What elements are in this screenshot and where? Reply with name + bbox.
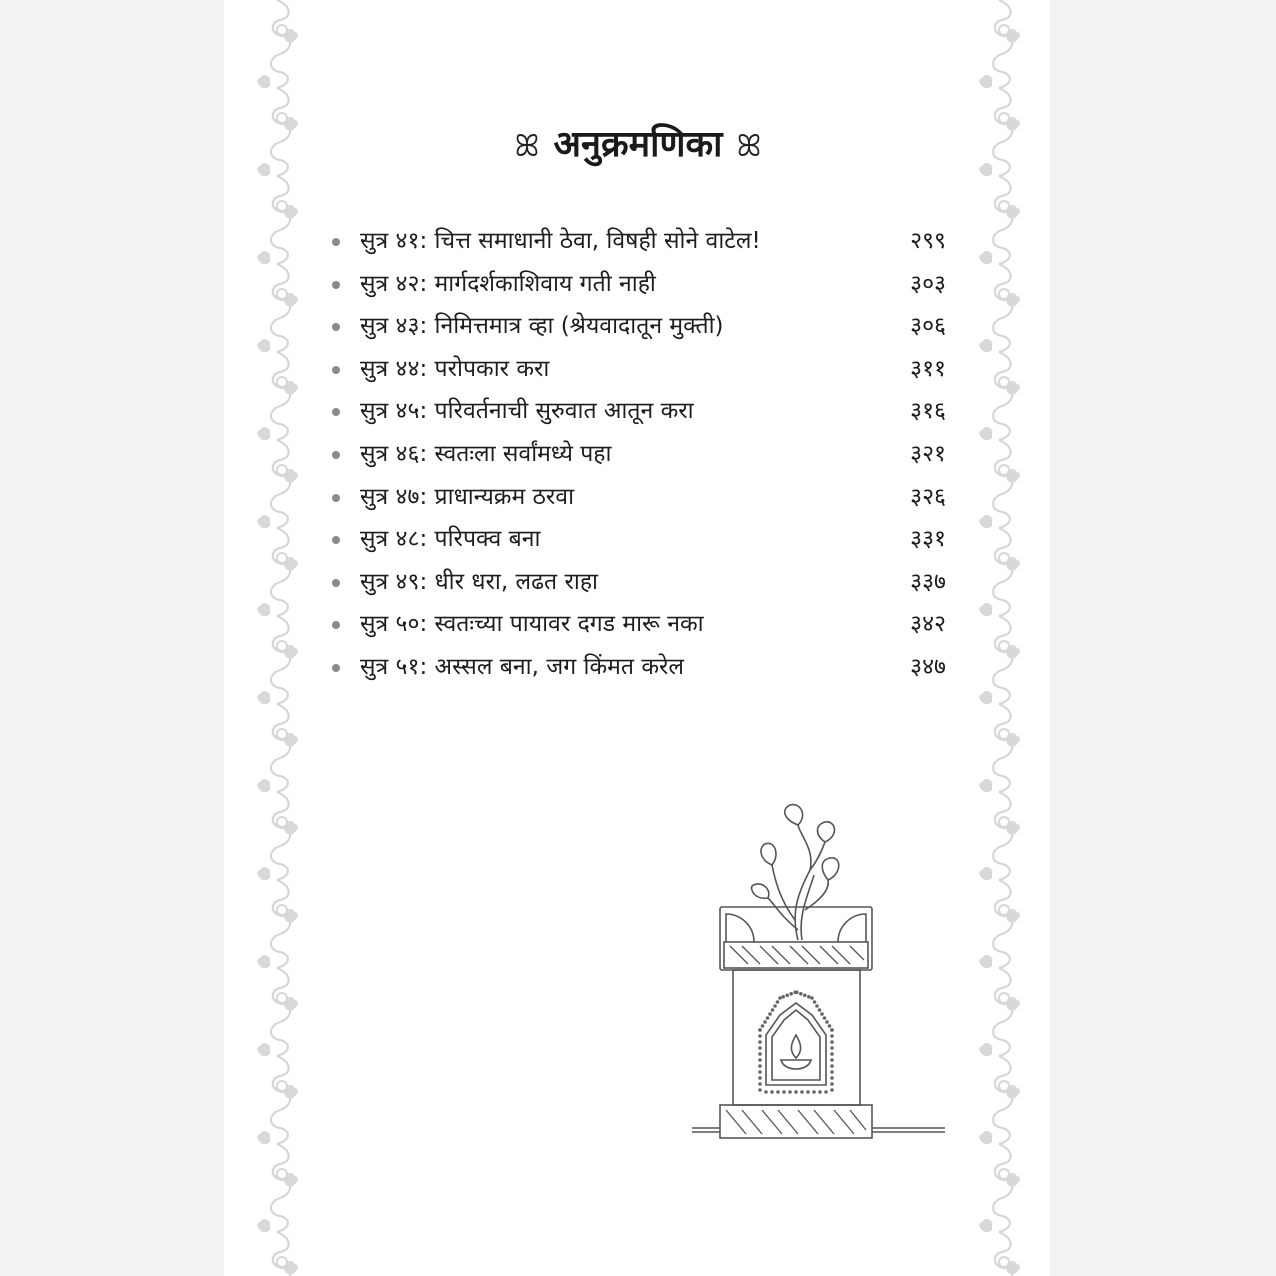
- toc-entry[interactable]: [330, 518, 950, 561]
- decor-dot: [758, 1052, 762, 1056]
- decor-dot: [830, 1058, 834, 1062]
- right-decorative-border: [974, 0, 1024, 1276]
- decor-dot: [758, 1076, 762, 1080]
- decor-dot: [758, 1058, 762, 1062]
- bullet-icon: [332, 494, 340, 502]
- decor-dot: [823, 1016, 827, 1020]
- bullet-icon: [332, 323, 340, 331]
- toc-entry[interactable]: [330, 263, 950, 306]
- page-title: [0, 118, 1276, 167]
- decor-dot: [830, 1088, 834, 1092]
- decor-dot: [830, 1076, 834, 1080]
- decor-dot: [770, 1090, 774, 1094]
- decor-dot: [758, 1034, 762, 1038]
- toc-entry[interactable]: [330, 305, 950, 348]
- decor-dot: [830, 1064, 834, 1068]
- decor-dot: [824, 1090, 828, 1094]
- decor-dot: [758, 1070, 762, 1074]
- decor-dot: [776, 1000, 780, 1004]
- table-of-contents: [330, 220, 950, 689]
- decor-dot: [810, 996, 814, 1000]
- decor-dot: [813, 1000, 817, 1004]
- decor-dot: [764, 1090, 768, 1094]
- toc-entry-title: सुत्र ४८: परिपक्व बना: [360, 526, 541, 553]
- decor-dot: [758, 1046, 762, 1050]
- decor-dot: [768, 1012, 772, 1016]
- decor-dot: [771, 1008, 775, 1012]
- toc-entry-page: ३१६: [910, 398, 946, 425]
- decor-dot: [830, 1046, 834, 1050]
- bullet-icon: [332, 451, 340, 459]
- toc-entry-page: ३३१: [910, 526, 946, 553]
- decor-dot: [766, 1016, 770, 1020]
- toc-entry-title: सुत्र ४२: मार्गदर्शकाशिवाय गती नाही: [360, 270, 656, 297]
- decor-dot: [806, 1090, 810, 1094]
- bullet-icon: [332, 408, 340, 416]
- decor-dot: [818, 1008, 822, 1012]
- decor-dot: [830, 1034, 834, 1038]
- decor-dot: [799, 992, 803, 996]
- toc-entry-title: सुत्र ४१: चित्त समाधानी ठेवा, विषही सोने वाटेल!: [360, 228, 761, 254]
- bullet-icon: [332, 621, 340, 629]
- decor-dot: [758, 1082, 762, 1086]
- toc-entry-title: सुत्र ४५: परिवर्तनाची सुरुवात आतून करा: [360, 398, 694, 425]
- right-ornament-icon: ꕤ: [736, 129, 762, 164]
- toc-entry-title: सुत्र ४३: निमित्तमात्र व्हा (श्रेयवादातून मुक्ती): [360, 313, 724, 340]
- decor-dot: [803, 994, 807, 998]
- decor-dot: [830, 1040, 834, 1044]
- decor-dot: [758, 1028, 762, 1032]
- decor-dot: [828, 1024, 832, 1028]
- decor-dot: [758, 1040, 762, 1044]
- toc-entry-page: ३०६: [910, 313, 946, 340]
- toc-entry-title: सुत्र ५०: स्वतःच्या पायावर दगड मारू नका: [360, 611, 704, 638]
- bullet-icon: [332, 536, 340, 544]
- left-ornament-icon: ꕤ: [514, 129, 540, 164]
- bullet-icon: [332, 238, 340, 246]
- decor-dot: [776, 1090, 780, 1094]
- toc-entry-title: सुत्र ४४: परोपकार करा: [360, 355, 550, 382]
- toc-entry-page: ३४२: [910, 611, 946, 638]
- decor-dot: [758, 1088, 762, 1092]
- decor-dot: [788, 1090, 792, 1094]
- toc-entry-title: सुत्र ४७: प्राधान्यक्रम ठरवा: [360, 483, 575, 510]
- decor-dot: [758, 1064, 762, 1068]
- toc-entry-page: ३३७: [910, 568, 946, 595]
- decor-dot: [795, 991, 799, 995]
- decor-dot: [830, 1082, 834, 1086]
- plant-icon: [752, 805, 839, 940]
- toc-entry[interactable]: [330, 603, 950, 646]
- toc-entry-page: ३२१: [910, 440, 946, 467]
- decor-dot: [830, 1070, 834, 1074]
- toc-entry-title: सुत्र ५१: अस्सल बना, जग किंमत करेल: [360, 653, 685, 680]
- toc-entry-title: सुत्र ४९: धीर धरा, लढत राहा: [360, 568, 598, 595]
- toc-entry[interactable]: [330, 476, 950, 519]
- decor-dot: [825, 1020, 829, 1024]
- decor-dot: [815, 1004, 819, 1008]
- toc-entry[interactable]: [330, 348, 950, 391]
- toc-entry-page: २९९: [910, 228, 946, 254]
- decor-dot: [830, 1052, 834, 1056]
- decor-dot: [781, 995, 785, 999]
- bullet-icon: [332, 579, 340, 587]
- decor-dot: [830, 1028, 834, 1032]
- decor-dot: [820, 1012, 824, 1016]
- toc-entry[interactable]: [330, 433, 950, 476]
- decor-dot: [789, 992, 793, 996]
- decor-dot: [761, 1024, 765, 1028]
- toc-entry[interactable]: [330, 561, 950, 604]
- bullet-icon: [332, 366, 340, 374]
- toc-entry-page: ३४७: [910, 653, 946, 680]
- decor-dot: [807, 995, 811, 999]
- decor-dot: [818, 1090, 822, 1094]
- title-text: अनुक्रमणिका: [553, 124, 723, 165]
- decor-dot: [785, 994, 789, 998]
- decor-dot: [800, 1090, 804, 1094]
- toc-entry-page: ३११: [910, 355, 946, 382]
- bullet-icon: [332, 281, 340, 289]
- toc-entry[interactable]: [330, 390, 950, 433]
- toc-entry-page: ३०३: [910, 270, 946, 297]
- bullet-icon: [332, 664, 340, 672]
- decor-dot: [773, 1004, 777, 1008]
- toc-entry[interactable]: [330, 646, 950, 689]
- decor-dot: [812, 1090, 816, 1094]
- toc-entry-title: सुत्र ४६: स्वतःला सर्वांमध्ये पहा: [360, 440, 612, 467]
- toc-entry[interactable]: [330, 220, 950, 263]
- decor-dot: [763, 1020, 767, 1024]
- decor-dot: [782, 1090, 786, 1094]
- decor-dot: [794, 1090, 798, 1094]
- left-decorative-border: [252, 0, 302, 1276]
- toc-entry-page: ३२६: [910, 483, 946, 510]
- tulsi-vrindavan-illustration: [680, 790, 960, 1150]
- decor-dot: [778, 996, 782, 1000]
